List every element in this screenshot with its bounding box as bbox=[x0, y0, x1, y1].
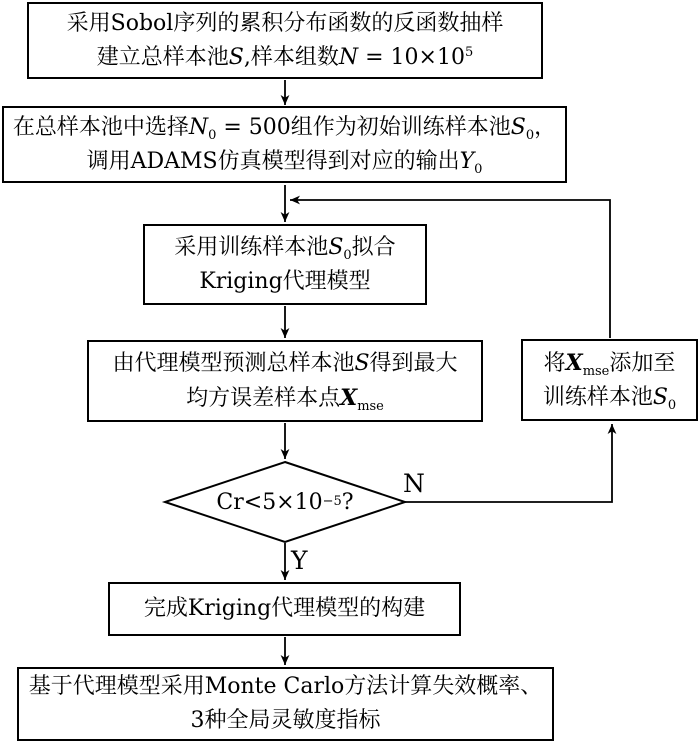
node-initial-training-pool bbox=[2, 106, 567, 183]
text-part: 采用训练样本池 bbox=[174, 234, 329, 260]
subscript: 0 bbox=[208, 127, 217, 143]
node-text-line bbox=[544, 346, 676, 381]
text-part: 均方误差样本点 bbox=[186, 385, 341, 411]
text-part: ? bbox=[341, 489, 354, 515]
text-part: = 10×10 bbox=[358, 44, 465, 70]
node-text-line bbox=[67, 7, 504, 41]
decision-convergence-text: Cr<5×10 −5 ? bbox=[216, 489, 354, 515]
var-S: S bbox=[652, 384, 668, 410]
subscript: 0 bbox=[667, 397, 677, 413]
text-part: 将 bbox=[543, 350, 566, 376]
node-text-line bbox=[191, 704, 381, 738]
node-text-line bbox=[199, 265, 370, 299]
text-part: 采用Sobol序列的累积分布函数的反函数抽样 bbox=[66, 10, 504, 36]
text-part: ， bbox=[534, 114, 557, 140]
text-part: 在总样本池中选择 bbox=[12, 114, 189, 140]
text-part: Kriging代理模型 bbox=[199, 268, 371, 294]
branch-label-no: N bbox=[403, 469, 425, 498]
superscript: 5 bbox=[464, 44, 474, 60]
var-N: N bbox=[188, 114, 209, 140]
text-part: Cr<5×10 bbox=[216, 489, 323, 515]
var-S: S bbox=[328, 234, 344, 260]
node-text-line bbox=[144, 592, 425, 626]
subscript: 0 bbox=[343, 247, 352, 263]
node-fit-kriging bbox=[143, 224, 427, 305]
subscript: 0 bbox=[525, 127, 535, 143]
var-Y: Y bbox=[459, 148, 475, 174]
text-part: 由代理模型预测总样本池 bbox=[112, 350, 355, 376]
node-text-line bbox=[29, 670, 543, 704]
arrow-decision-no-to-add bbox=[405, 424, 612, 502]
node-text-line bbox=[13, 111, 556, 145]
text-part: = 500组作为初始训练样本池 bbox=[216, 114, 511, 140]
var-S: S bbox=[228, 44, 244, 70]
node-sobol-sampling bbox=[27, 2, 543, 79]
text-part: 训练样本池 bbox=[542, 384, 653, 410]
text-part: ,样本组数 bbox=[243, 44, 339, 70]
subscript-mse: mse bbox=[357, 398, 384, 414]
node-text-line bbox=[186, 381, 384, 416]
var-X: X bbox=[565, 349, 583, 376]
text-part: 添加至 bbox=[609, 350, 676, 376]
text-part: 拟合 bbox=[351, 234, 396, 260]
var-X: X bbox=[340, 384, 358, 411]
node-text-line bbox=[97, 41, 473, 75]
node-text-line bbox=[174, 231, 395, 265]
text-part: 3种全局灵敏度指标 bbox=[190, 708, 381, 733]
text-part: 基于代理模型采用Monte Carlo方法计算失效概率、 bbox=[28, 674, 543, 699]
text-part: 完成Kriging代理模型的构建 bbox=[143, 596, 426, 621]
node-predict-max-mse bbox=[87, 340, 483, 422]
text-part: 调用ADAMS仿真模型得到对应的输出 bbox=[86, 148, 460, 174]
subscript: 0 bbox=[474, 161, 483, 177]
node-monte-carlo bbox=[17, 667, 554, 741]
subscript-mse: mse bbox=[582, 363, 610, 379]
var-S: S bbox=[354, 350, 370, 376]
node-text-line bbox=[112, 347, 457, 381]
var-N: N bbox=[338, 44, 359, 70]
var-S: S bbox=[510, 114, 526, 140]
node-add-xmse-to-pool bbox=[521, 339, 698, 421]
text-part: 得到最大 bbox=[369, 350, 458, 376]
node-complete-kriging bbox=[108, 582, 461, 636]
text-part: 建立总样本池 bbox=[96, 44, 229, 70]
node-text-line bbox=[543, 381, 676, 415]
branch-label-yes: Y bbox=[291, 546, 308, 575]
node-text-line bbox=[87, 145, 483, 179]
